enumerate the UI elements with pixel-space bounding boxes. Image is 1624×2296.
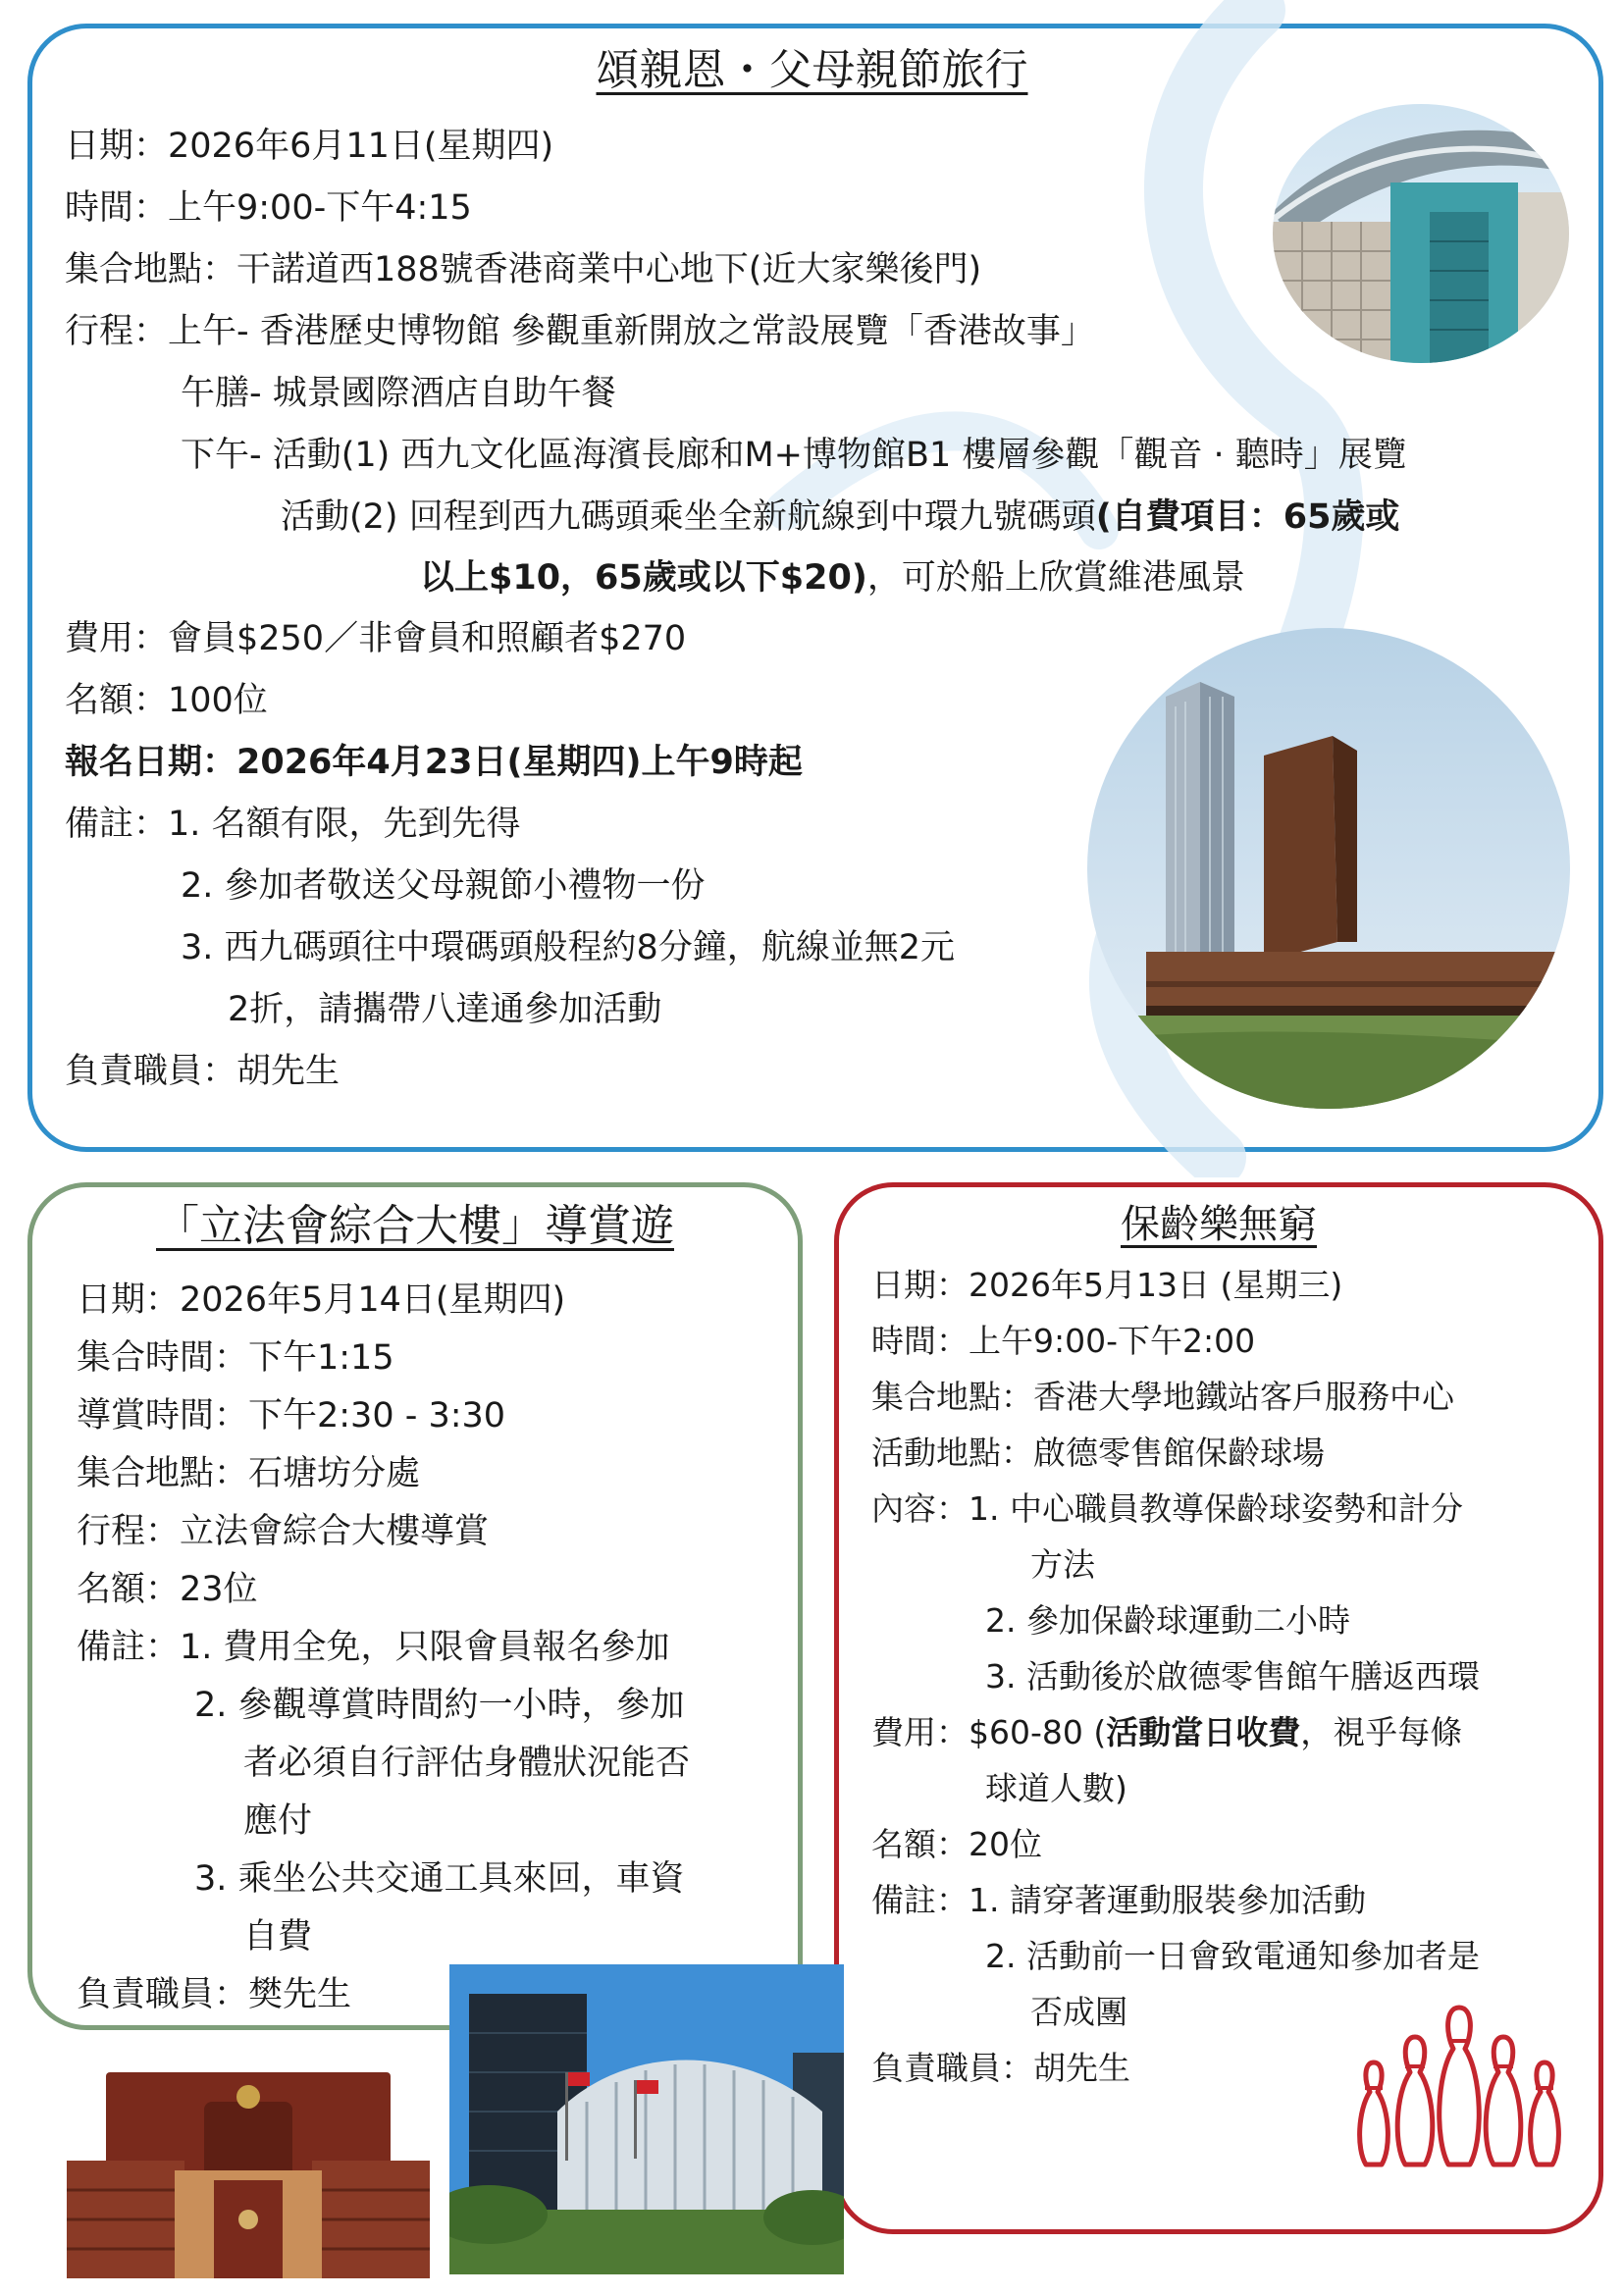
legco-tour-time: 導賞時間：下午2:30 - 3:30 bbox=[77, 1396, 506, 1435]
bowling-content-2: 2. 參加保齡球運動二小時 bbox=[985, 1601, 1350, 1640]
trip-activity-2-text: 活動(2) 回程到西九碼頭乘坐全新航線到中環九號碼頭 bbox=[281, 497, 1096, 537]
trip-staff: 負責職員：胡先生 bbox=[65, 1052, 341, 1091]
trip-itinerary-afternoon-3 bbox=[420, 555, 1245, 600]
legco-quota: 名額：23位 bbox=[77, 1570, 258, 1609]
trip-self-pay-note: (自費項目：65歲或 bbox=[1095, 497, 1400, 537]
trip-meeting-point: 集合地點：干諾道西188號香港商業中心地下(近大家樂後門) bbox=[65, 250, 982, 289]
trip-date: 日期：2026年6月11日(星期四) bbox=[65, 127, 554, 166]
legco-staff: 負責職員：樊先生 bbox=[77, 1975, 352, 2014]
bowling-venue: 活動地點：啟德零售館保齡球場 bbox=[871, 1434, 1325, 1472]
trip-ferry-fares: 以上$10，65歲或以下$20) bbox=[420, 558, 867, 598]
bowling-staff: 負責職員：胡先生 bbox=[871, 2049, 1130, 2087]
trip-itinerary-lunch: 午膳- 城景國際酒店自助午餐 bbox=[181, 374, 616, 413]
m-plus-museum-photo bbox=[1087, 628, 1570, 1109]
legco-chamber-photo bbox=[67, 2062, 430, 2278]
bowling-title: 保齡樂無窮 bbox=[1121, 1202, 1317, 1247]
legco-remark-3: 3. 乘坐公共交通工具來回，車資 bbox=[194, 1859, 685, 1899]
bowling-pins-icon bbox=[1346, 2002, 1572, 2168]
trip-registration-date: 報名日期：2026年4月23日(星期四)上午9時起 bbox=[65, 743, 803, 782]
bowling-time: 時間：上午9:00-下午2:00 bbox=[871, 1322, 1256, 1360]
legco-meeting-point: 集合地點：石塘坊分處 bbox=[77, 1454, 421, 1493]
parents-day-trip-title: 頌親恩・父母親節旅行 bbox=[596, 45, 1028, 95]
legco-date: 日期：2026年5月14日(星期四) bbox=[77, 1280, 566, 1320]
legco-remark-1: 備註：1. 費用全免，只限會員報名參加 bbox=[77, 1628, 670, 1667]
legco-gathering-time: 集合時間：下午1:15 bbox=[77, 1338, 394, 1378]
bowling-remark-1: 備註：1. 請穿著運動服裝參加活動 bbox=[871, 1881, 1366, 1919]
bowling-fee-amount: 費用：$60-80 ( bbox=[871, 1713, 1107, 1751]
trip-fee: 費用：會員$250／非會員和照顧者$270 bbox=[65, 619, 687, 658]
bowling-content-3: 3. 活動後於啟德零售館午膳返西環 bbox=[985, 1657, 1480, 1696]
trip-remark-3: 3. 西九碼頭往中環碼頭般程約8分鐘，航線並無2元 bbox=[181, 928, 956, 967]
bowling-date: 日期：2026年5月13日 (星期三) bbox=[871, 1266, 1343, 1304]
trip-itinerary-morning: 行程：上午- 香港歷史博物館 參觀重新開放之常設展覽「香港故事」 bbox=[65, 312, 1095, 351]
legco-itinerary: 行程：立法會綜合大樓導賞 bbox=[77, 1512, 490, 1551]
trip-itinerary-afternoon-1: 下午- 活動(1) 西九文化區海濱長廊和M+博物館B1 樓層參觀「觀音 · 聽時」展覽 bbox=[181, 436, 1407, 475]
trip-remark-2: 2. 參加者敬送父母親節小禮物一份 bbox=[181, 866, 706, 906]
history-museum-photo bbox=[1273, 104, 1569, 363]
bowling-quota: 名額：20位 bbox=[871, 1825, 1042, 1863]
bowling-remark-2-cont: 否成團 bbox=[1030, 1993, 1127, 2031]
legco-remark-3-cont: 自費 bbox=[243, 1917, 313, 1957]
legco-remark-2: 2. 參觀導賞時間約一小時，參加 bbox=[194, 1686, 685, 1725]
bowling-fee bbox=[871, 1711, 1462, 1754]
legco-tour-title: 「立法會綜合大樓」導賞遊 bbox=[156, 1201, 674, 1251]
legco-remark-2-cont-1: 者必須自行評估身體狀況能否 bbox=[243, 1744, 691, 1783]
bowling-meeting-point: 集合地點：香港大學地鐵站客戶服務中心 bbox=[871, 1378, 1454, 1416]
trip-ferry-note: ，可於船上欣賞維港風景 bbox=[866, 558, 1245, 598]
legco-remark-2-cont-2: 應付 bbox=[243, 1801, 313, 1841]
trip-quota: 名額：100位 bbox=[65, 681, 268, 720]
trip-remark-3-cont: 2折，請攜帶八達通參加活動 bbox=[228, 990, 662, 1029]
trip-remark-1: 備註：1. 名額有限，先到先得 bbox=[65, 805, 521, 844]
trip-itinerary-afternoon-2 bbox=[281, 495, 1399, 540]
bowling-fee-note: ，視乎每條 bbox=[1300, 1713, 1463, 1751]
bowling-content-1-cont: 方法 bbox=[1030, 1545, 1095, 1584]
trip-time: 時間：上午9:00-下午4:15 bbox=[65, 188, 472, 228]
legco-building-photo bbox=[449, 1964, 844, 2274]
bowling-content-1: 內容：1. 中心職員教導保齡球姿勢和計分 bbox=[871, 1489, 1463, 1528]
bowling-fee-collected: 活動當日收費 bbox=[1106, 1713, 1301, 1751]
bowling-remark-2: 2. 活動前一日會致電通知參加者是 bbox=[985, 1937, 1480, 1975]
bowling-fee-cont: 球道人數) bbox=[985, 1769, 1127, 1807]
